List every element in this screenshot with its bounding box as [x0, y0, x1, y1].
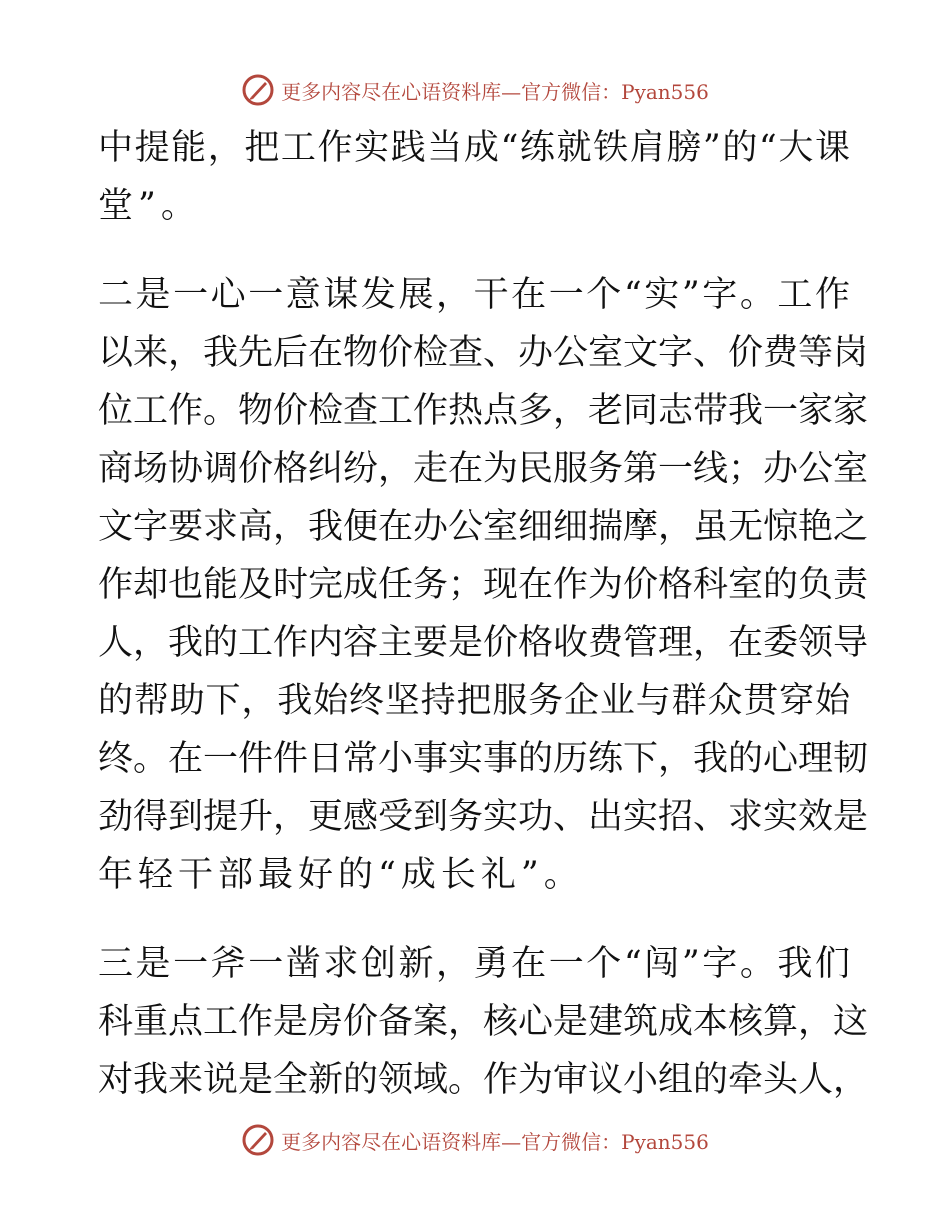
paragraph	[98, 119, 850, 235]
text-line: 终。在一件件日常小事实事的历练下，我的心理韧	[98, 739, 869, 779]
text-line: 以来，我先后在物价检查、办公室文字、价费等岗	[98, 333, 869, 373]
header-banner	[0, 70, 950, 110]
document-body	[98, 119, 869, 1109]
text-line: 文字要求高，我便在办公室细细揣摩，虽无惊艳之	[98, 507, 869, 547]
text-line: 二是一心一意谋发展，干在一个“实”字。工作	[98, 275, 850, 315]
text-line: 科重点工作是房价备案，核心是建筑成本核算，这	[98, 1002, 869, 1042]
footer-banner	[0, 1120, 950, 1160]
quill-logo-icon	[241, 1123, 275, 1157]
text-line: 对我来说是全新的领域。作为审议小组的牵头人，	[98, 1060, 869, 1100]
paragraph	[98, 935, 869, 1109]
paragraph	[98, 266, 869, 904]
text-line: 三是一斧一凿求创新，勇在一个“闯”字。我们	[98, 944, 850, 984]
text-line: 人，我的工作内容主要是价格收费管理，在委领导	[98, 623, 869, 663]
text-line: 的帮助下，我始终坚持把服务企业与群众贯穿始	[98, 681, 850, 721]
text-line: 年轻干部最好的“成长礼”。	[98, 855, 584, 895]
text-line: 劲得到提升，更感受到务实功、出实招、求实效是	[98, 797, 869, 837]
text-line: 中提能，把工作实践当成“练就铁肩膀”的“大课	[98, 128, 850, 168]
header-banner-text: 更多内容尽在心语资料库—官方微信：Pyan556	[281, 79, 709, 104]
text-line: 商场协调价格纠纷，走在为民服务第一线；办公室	[98, 449, 869, 489]
footer-banner-text: 更多内容尽在心语资料库—官方微信：Pyan556	[281, 1129, 709, 1154]
text-line: 堂”。	[98, 186, 201, 226]
quill-logo-icon	[241, 73, 275, 107]
text-line: 作却也能及时完成任务；现在作为价格科室的负责	[98, 565, 869, 605]
text-line: 位工作。物价检查工作热点多，老同志带我一家家	[98, 391, 869, 431]
